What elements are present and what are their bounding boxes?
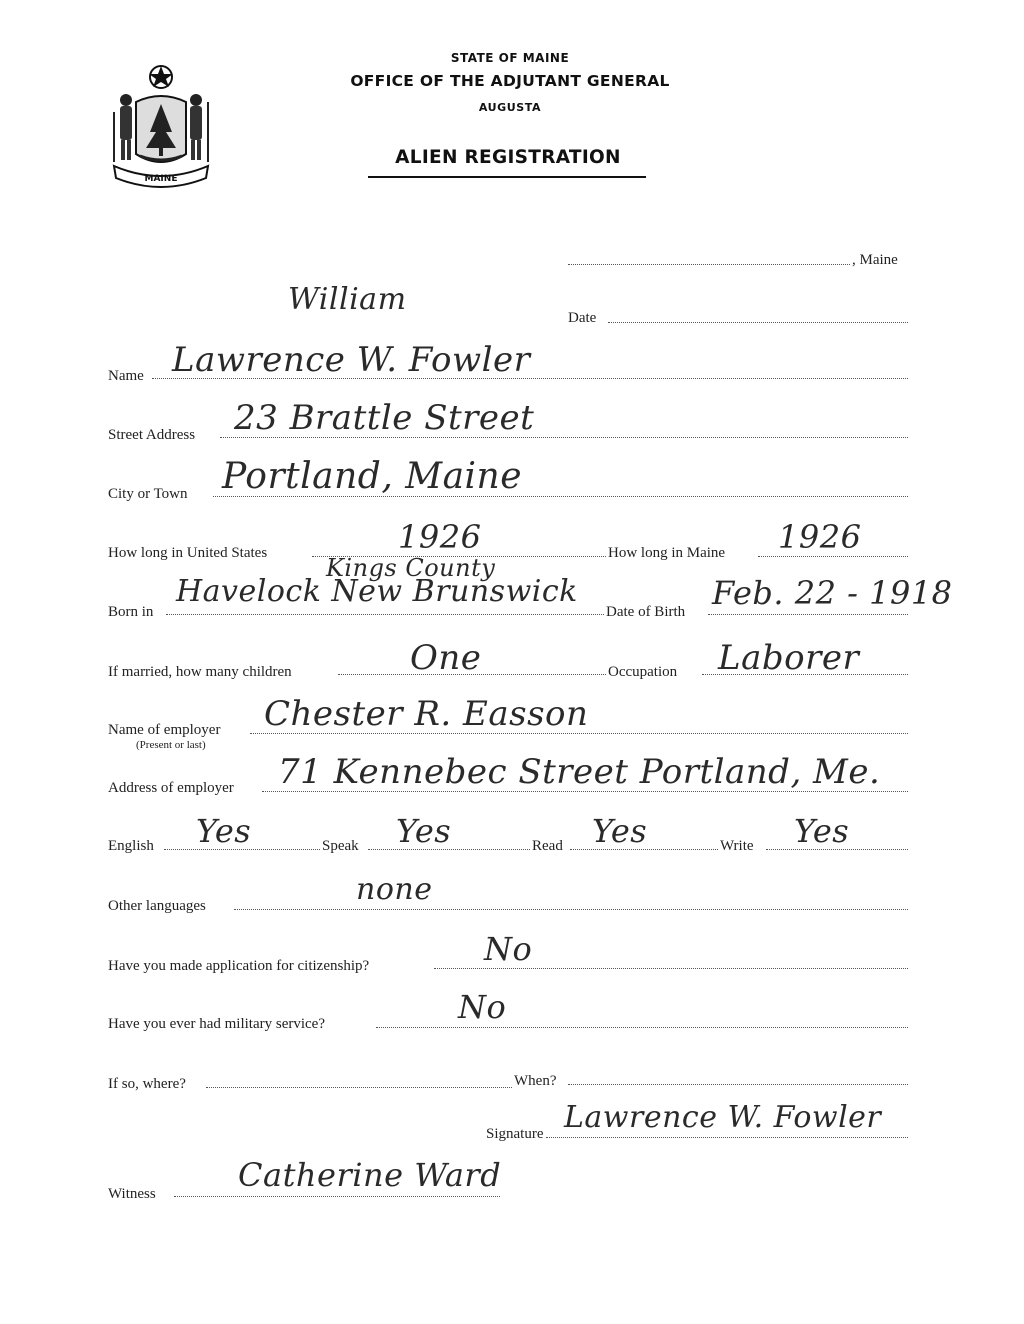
header-office: OFFICE OF THE ADJUTANT GENERAL <box>350 72 670 90</box>
other-languages-field[interactable] <box>234 909 908 910</box>
header-city: AUGUSTA <box>478 101 542 114</box>
svg-text:MAINE: MAINE <box>144 174 178 184</box>
employer-address-value: 71 Kennebec Street Portland, Me. <box>278 752 881 792</box>
born-in-label: Born in <box>108 604 154 620</box>
how-long-maine-value: 1926 <box>778 518 862 556</box>
employer-label: Name of employer <box>108 722 221 738</box>
english-value: Yes <box>196 812 252 850</box>
place-field[interactable] <box>568 264 850 265</box>
children-value: One <box>410 638 482 678</box>
witness-field[interactable] <box>174 1196 500 1197</box>
if-so-where-label: If so, where? <box>108 1076 186 1092</box>
military-value: No <box>458 988 507 1026</box>
other-languages-label: Other languages <box>108 898 206 914</box>
witness-value: Catherine Ward <box>238 1156 502 1194</box>
when-label: When? <box>514 1073 557 1089</box>
citizenship-field[interactable] <box>434 968 908 969</box>
maine-label: , Maine <box>852 252 898 268</box>
when-field[interactable] <box>568 1084 908 1085</box>
street-value: 23 Brattle Street <box>234 398 535 438</box>
form-title: ALIEN REGISTRATION <box>395 147 621 168</box>
city-value: Portland, Maine <box>222 456 523 497</box>
born-in-value: Havelock New Brunswick <box>176 574 578 609</box>
read-value: Yes <box>592 812 648 850</box>
title-underline <box>368 176 646 178</box>
signature-label: Signature <box>486 1126 544 1142</box>
employer-address-label: Address of employer <box>108 780 234 796</box>
city-label: City or Town <box>108 486 188 502</box>
how-long-us-value: 1926 <box>398 518 482 556</box>
street-label: Street Address <box>108 427 196 443</box>
signature-field[interactable] <box>546 1137 908 1138</box>
other-languages-value: none <box>356 872 433 907</box>
citizenship-value: No <box>484 930 533 968</box>
state-seal-icon <box>106 62 216 190</box>
employer-sublabel: (Present or last) <box>136 739 206 751</box>
military-label: Have you ever had military service? <box>108 1016 325 1032</box>
witness-label: Witness <box>108 1186 156 1202</box>
signature-value: Lawrence W. Fowler <box>564 1100 882 1135</box>
name-value: Lawrence W. Fowler <box>172 340 531 380</box>
citizenship-label: Have you made application for citizenship? <box>108 958 370 974</box>
dob-value: Feb. 22 - 1918 <box>712 574 953 612</box>
occupation-label: Occupation <box>608 664 678 680</box>
write-value: Yes <box>794 812 850 850</box>
header-state: STATE OF MAINE <box>450 51 570 65</box>
dob-field[interactable] <box>708 614 908 615</box>
where-field[interactable] <box>206 1087 512 1088</box>
date-label: Date <box>568 310 597 326</box>
how-long-us-label: How long in United States <box>108 545 268 561</box>
born-in-note-handwriting: Kings County <box>326 554 496 582</box>
read-label: Read <box>532 838 563 854</box>
employer-value: Chester R. Easson <box>264 694 589 734</box>
how-long-maine-label: How long in Maine <box>608 545 726 561</box>
write-label: Write <box>720 838 754 854</box>
dob-label: Date of Birth <box>606 604 686 620</box>
name-note-handwriting: William <box>288 282 407 317</box>
occupation-value: Laborer <box>718 638 860 678</box>
english-label: English <box>108 838 154 854</box>
date-field[interactable] <box>608 322 908 323</box>
born-in-field[interactable] <box>166 614 604 615</box>
speak-label: Speak <box>322 838 359 854</box>
children-label: If married, how many children <box>108 664 292 680</box>
speak-value: Yes <box>396 812 452 850</box>
how-long-maine-field[interactable] <box>758 556 908 557</box>
military-field[interactable] <box>376 1027 908 1028</box>
name-label: Name <box>108 368 144 384</box>
